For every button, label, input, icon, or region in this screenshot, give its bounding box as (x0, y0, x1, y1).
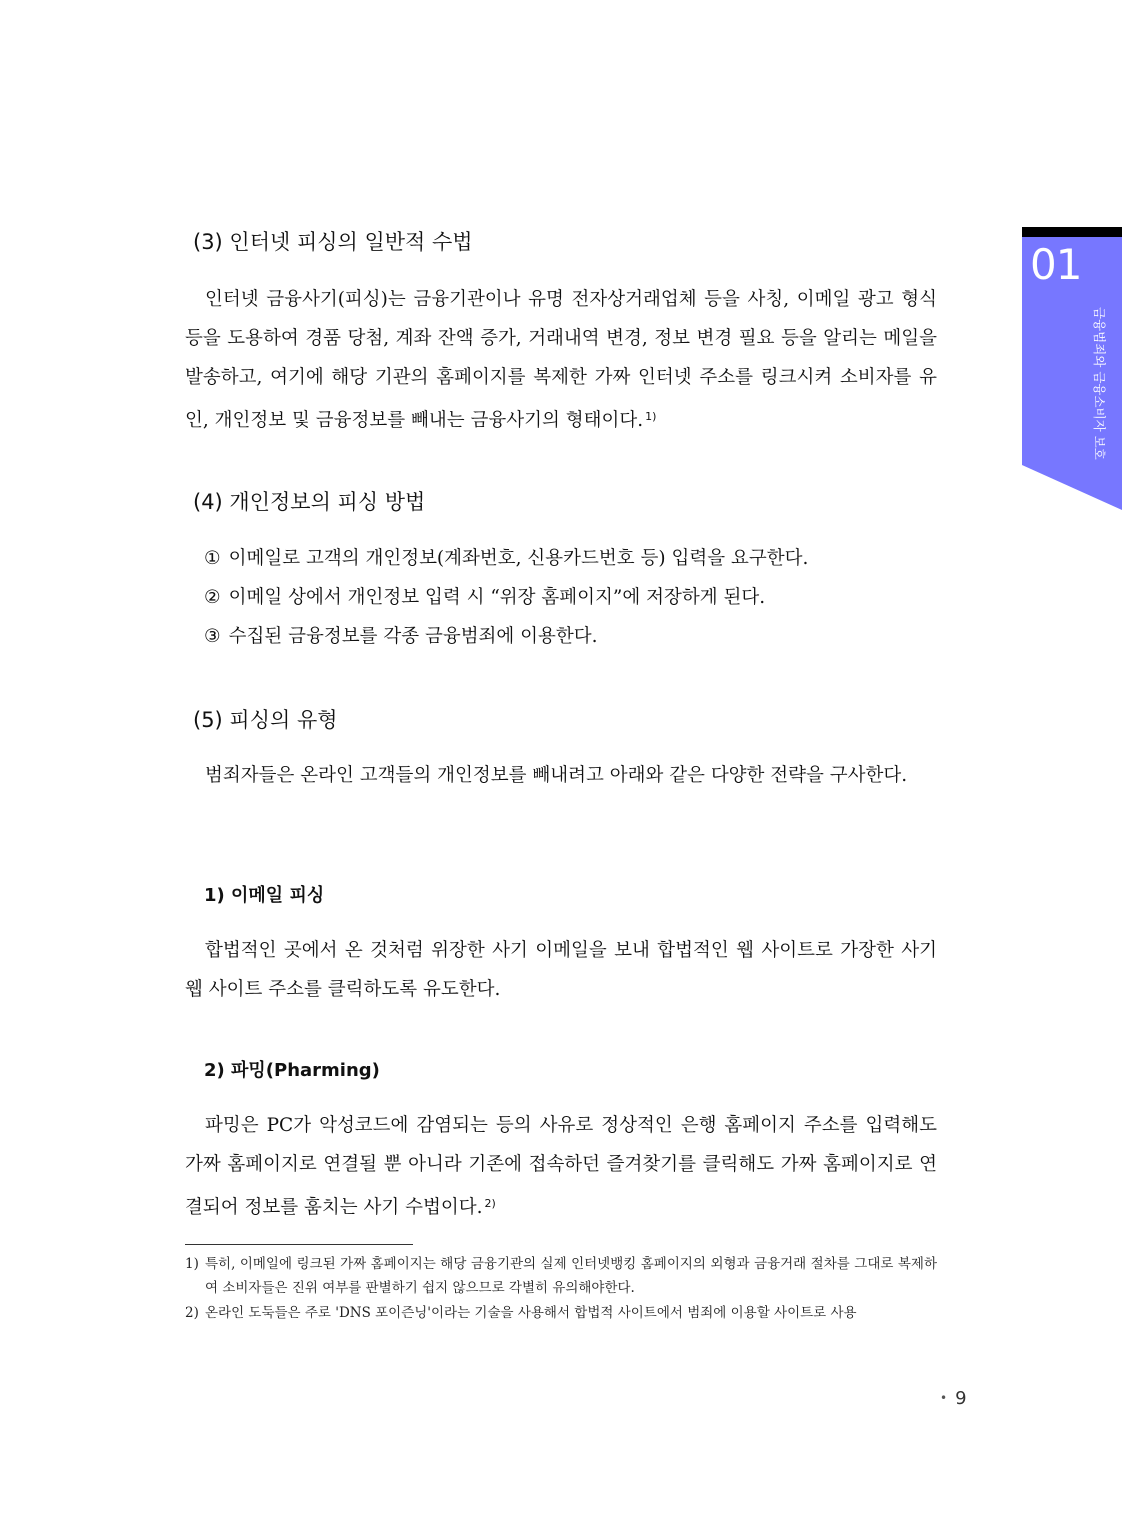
chapter-title: 금융범죄와 금융소비자 보호 (1092, 307, 1107, 460)
list-item-number: ① (204, 548, 221, 569)
section-4-heading: (4) 개인정보의 피싱 방법 (193, 490, 426, 514)
email-phishing-heading: 1) 이메일 피싱 (204, 885, 325, 906)
chapter-number: 01 (1030, 240, 1082, 289)
pharming-paragraph (185, 1106, 937, 1227)
section-3-text: 인터넷 금융사기(피싱)는 금융기관이나 유명 전자상거래업체 등을 사칭, 이메일 광고 형식 등을 도용하여 경품 당첨, 계좌 잔액 증가, 거래내역 변경, 정보 변경 필요 등을 알리는 메일을 발송하고, 여기에 해당 기관의 홈페이지를 복제한 가짜 인터넷 주소를 링크시켜 소비자를 유인, 개인정보 및 금융정보를 빼내는 금융사기의 형태이다. (185, 289, 937, 431)
footnotes (185, 1252, 937, 1326)
section-5-heading: (5) 피싱의 유형 (193, 708, 338, 732)
list-item (204, 578, 808, 617)
footnote-text: 특히, 이메일에 링크된 가짜 홈페이지는 해당 금융기관의 실제 인터넷뱅킹 홈페이지의 외형과 금융거래 절차를 그대로 복제하여 소비자들은 진위 여부를 판별하기 쉽지 않으므로 각별히 유의해야한다. (205, 1256, 937, 1296)
footnote-ref-2[interactable]: 2) (484, 1197, 496, 1210)
phishing-method-list (204, 539, 808, 656)
list-item-text: 이메일 상에서 개인정보 입력 시 “위장 홈페이지”에 저장하게 된다. (228, 587, 766, 608)
list-item-text: 이메일로 고객의 개인정보(계좌번호, 신용카드번호 등) 입력을 요구한다. (228, 548, 809, 569)
footnote-1 (185, 1252, 937, 1300)
section-3-paragraph (185, 280, 937, 440)
list-item-number: ② (204, 587, 221, 608)
footnote-mark: 2) (185, 1305, 199, 1321)
list-item-number: ③ (204, 626, 221, 647)
section-5-paragraph: 범죄자들은 온라인 고객들의 개인정보를 빼내려고 아래와 같은 다양한 전략을 구사한다. (205, 765, 908, 786)
section-3-heading: (3) 인터넷 피싱의 일반적 수법 (193, 230, 473, 254)
email-phishing-paragraph: 합법적인 곳에서 온 것처럼 위장한 사기 이메일을 보내 합법적인 웹 사이트로 가장한 사기 웹 사이트 주소를 클릭하도록 유도한다. (185, 940, 937, 1000)
footnote-ref-1[interactable]: 1) (645, 410, 657, 423)
pharming-heading: 2) 파밍(Pharming) (204, 1060, 380, 1081)
footnote-2 (185, 1301, 937, 1325)
page-number-value: 9 (955, 1388, 967, 1409)
footnote-mark: 1) (185, 1256, 199, 1272)
list-item (204, 539, 808, 578)
page-number-dot: • (940, 1391, 948, 1405)
footnote-text: 온라인 도둑들은 주로 'DNS 포이즌닝'이라는 기술을 사용해서 합법적 사이트에서 범죄에 이용할 사이트로 사용 (205, 1305, 857, 1321)
list-item (204, 617, 808, 656)
list-item-text: 수집된 금융정보를 각종 금융범죄에 이용한다. (228, 626, 598, 647)
footnote-divider (185, 1244, 413, 1245)
page-number (940, 1388, 967, 1409)
pharming-text: 파밍은 PC가 악성코드에 감염되는 등의 사유로 정상적인 은행 홈페이지 주소를 입력해도 가짜 홈페이지로 연결될 뿐 아니라 기존에 접속하던 즐겨찾기를 클릭해도 가짜 홈페이지로 연결되어 정보를 훔치는 사기 수법이다. (185, 1115, 937, 1218)
